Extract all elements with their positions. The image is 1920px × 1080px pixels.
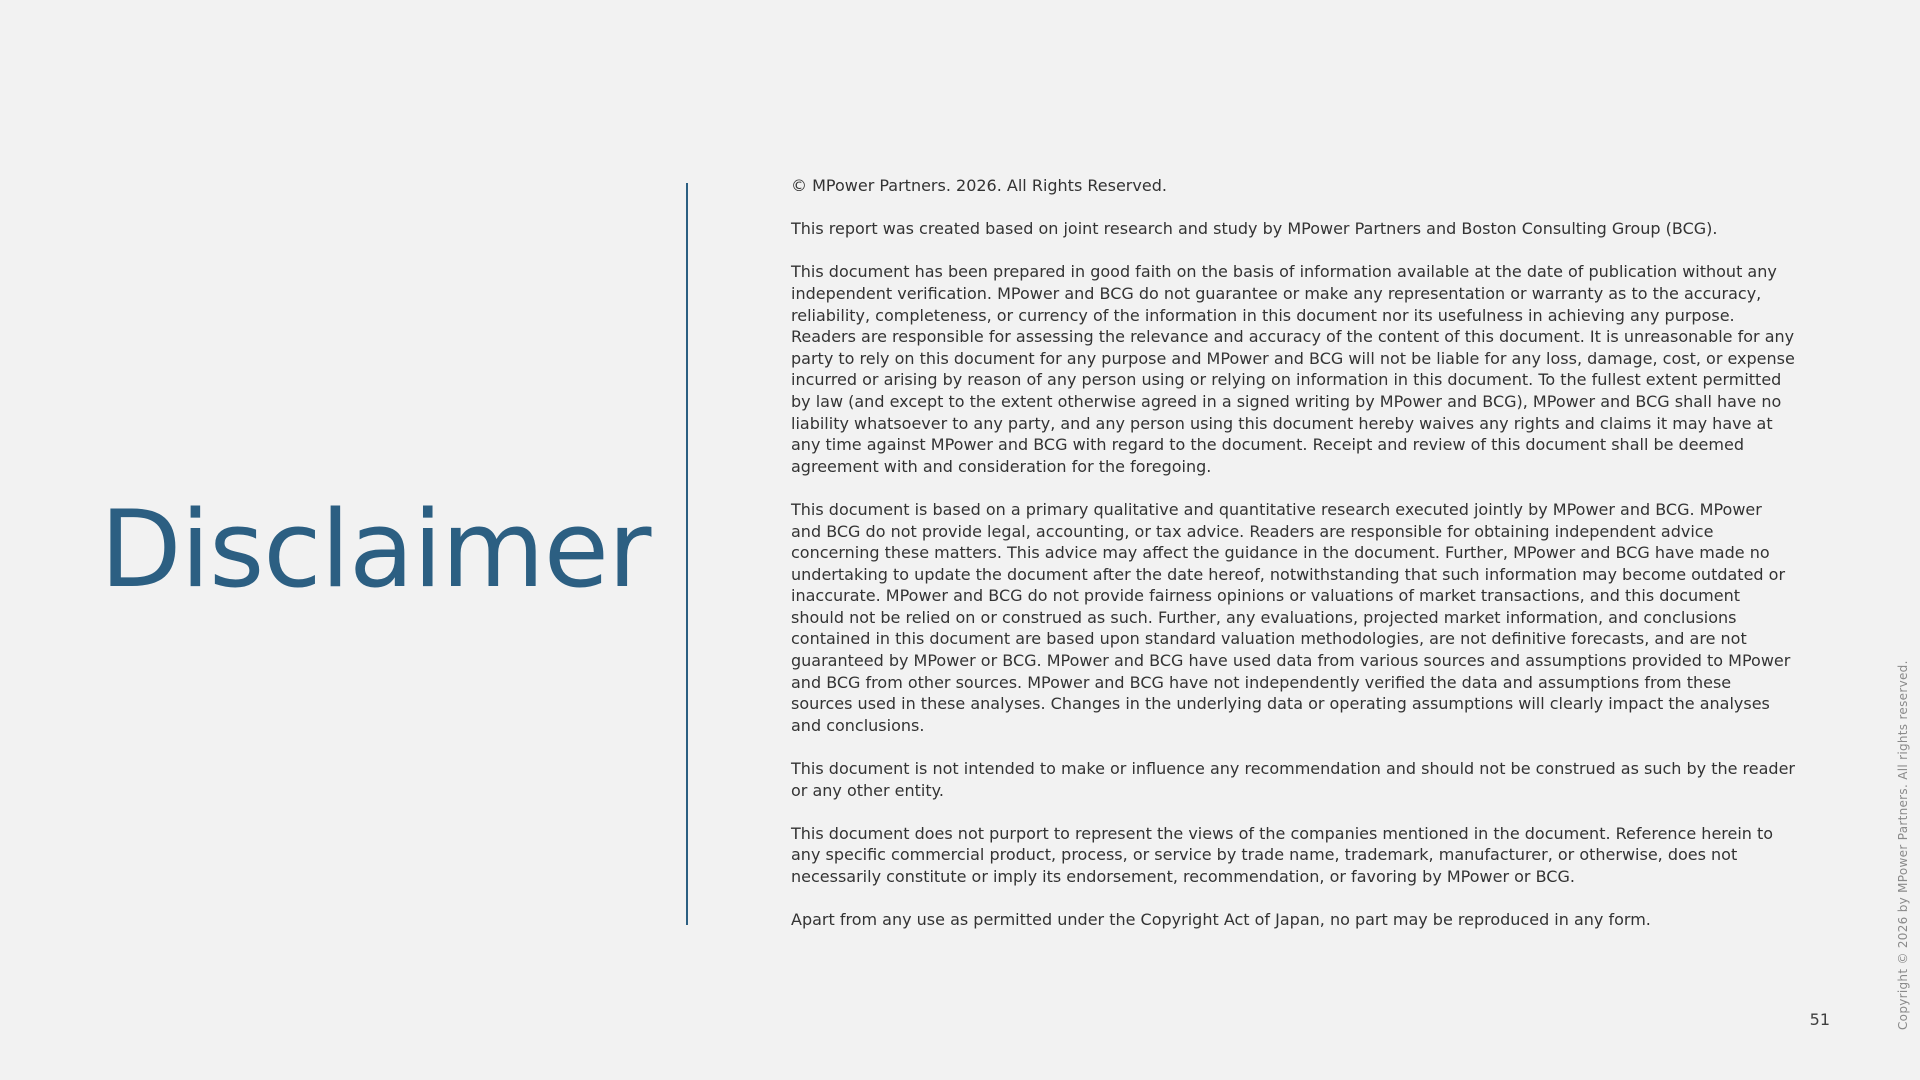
report-origin-paragraph: This report was created based on joint research and study by MPower Partners and Boston Consulting Group (BCG).: [791, 219, 1718, 239]
research-basis-paragraph: This document is based on a primary qualitative and quantitative research executed jointly by MPower and BCG. MPower and BCG do not provide legal, accounting, or tax advice. Readers are responsible for obtaining independent advice concerning these matters. This advice may affect the guidance in the document. Further, MPower and BCG have made no undertaking to update the document after the date hereof, notwithstanding that such information may become outdated or inaccurate. MPower and BCG do not provide fairness opinions or valuations of market transactions, and this document should not be relied on or construed as such. Further, any evaluations, projected market information, and conclusions contained in this document are based upon standard valuation methodologies, are not definitive forecasts, and are not guaranteed by MPower or BCG. MPower and BCG have used data from various sources and assumptions provided to MPower and BCG from other sources. MPower and BCG have not independently verified the data and assumptions from these sources used in these analyses. Changes in the underlying data or operating assumptions will clearly impact the analyses and conclusions.: [791, 499, 1791, 735]
copyright-line: © MPower Partners. 2026. All Rights Reserved.: [791, 176, 1167, 195]
vertical-divider: [686, 183, 688, 925]
liability-paragraph: This document has been prepared in good faith on the basis of information available at the date of publication without any independent verification. MPower and BCG do not guarantee or make any representation or warranty as to the accuracy, reliability, completeness, or currency of the information in this document nor its usefulness in achieving any purpose. Readers are responsible for assessing the relevance and accuracy of the content of this document. It is unreasonable for any party to rely on this document for any purpose and MPower and BCG will not be liable for any loss, damage, cost, or expense incurred or arising by reason of any person using or relying on information in this document. To the fullest extent permitted by law (and except to the extent otherwise agreed in a signed writing by MPower and BCG), MPower and BCG shall have no liability whatsoever to any party, and any person using this document hereby waives any rights and claims it may have at any time against MPower and BCG with regard to the document. Receipt and review of this document shall be deemed agreement with and consideration for the foregoing.: [791, 262, 1795, 476]
disclaimer-body: [791, 175, 1797, 952]
page-number: 51: [1809, 1010, 1830, 1029]
no-endorsement-paragraph: This document does not purport to represent the views of the companies mentioned in the document. Reference herein to any specific commercial product, process, or service by trade name, trademark, manufacturer, or otherwise, does not necessarily constitute or imply its endorsement, recommendation, or favoring by MPower or BCG.: [791, 823, 1774, 886]
page-title: Disclaimer: [100, 488, 651, 611]
vertical-copyright-notice: Copyright © 2026 by MPower Partners. All rights reserved.: [1896, 660, 1910, 1030]
reproduction-paragraph: Apart from any use as permitted under the Copyright Act of Japan, no part may be reproduced in any form.: [791, 910, 1651, 930]
no-recommendation-paragraph: This document is not intended to make or influence any recommendation and should not be construed as such by the reader or any other entity.: [791, 759, 1796, 800]
